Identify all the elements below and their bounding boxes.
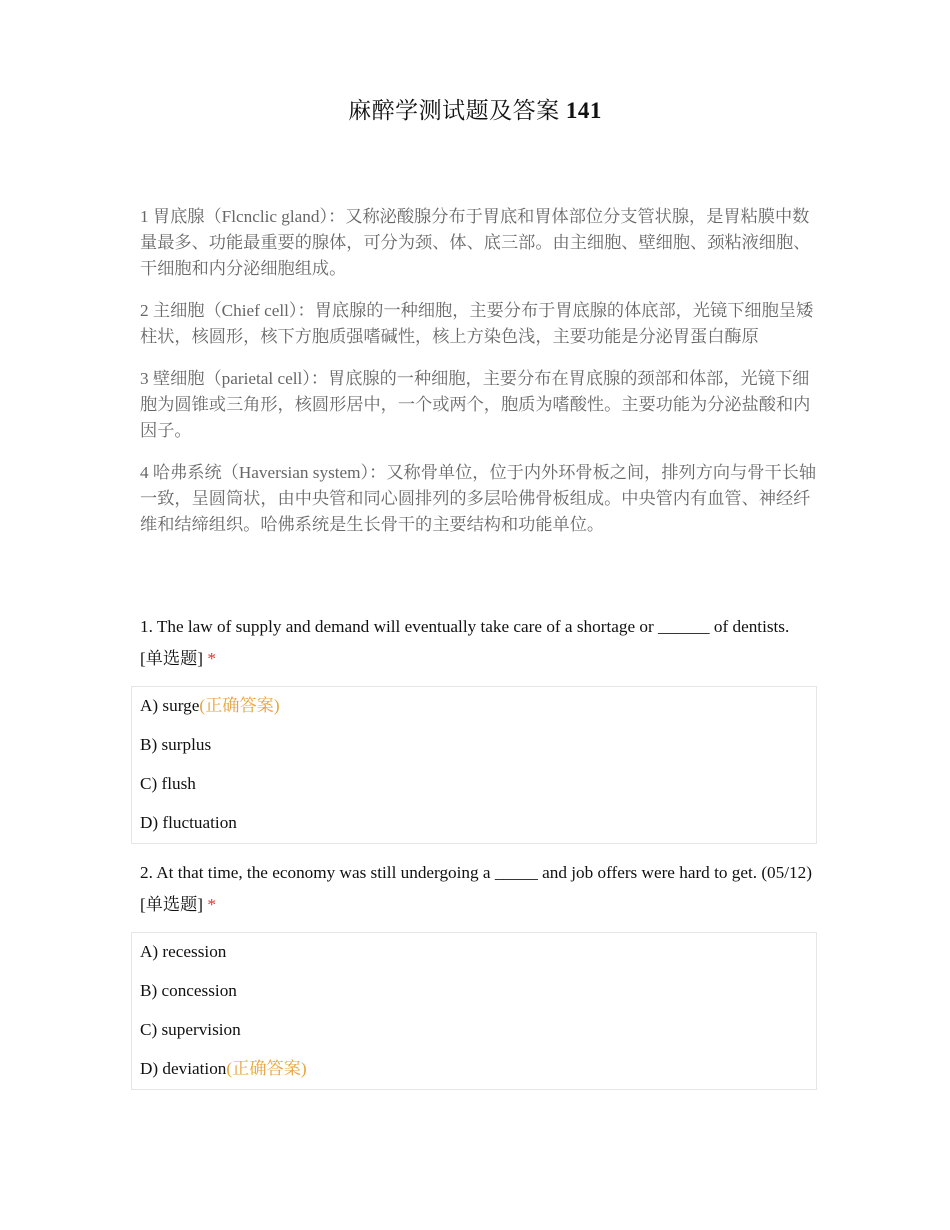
question-2-prompt: 2. At that time, the economy was still undergoing a _____ and job offers were hard to get. (05/12) [单选题] bbox=[140, 863, 812, 914]
intro-paragraph: 4 哈弗系统（Haversian system）：又称骨单位，位于内外环骨板之间，排列方向与骨干长轴一致，呈圆筒状，由中央管和同心圆排列的多层哈佛骨板组成。中央管内有血管、神经纤维和结缔组织。哈佛系统是生长骨干的主要结构和功能单位。 bbox=[140, 463, 817, 534]
question-1-prompt: 1. The law of supply and demand will eventually take care of a shortage or ______ of dentists. [单选题] bbox=[140, 617, 790, 668]
required-mark: * bbox=[207, 649, 216, 668]
question-2-options bbox=[131, 932, 817, 1090]
page-title bbox=[0, 92, 950, 125]
intro-paragraph: 1 胃底腺（Flcnclic gland）：又称泌酸腺分布于胃底和胃体部位分支管状腺，是胃粘膜中数量最多、功能最重要的腺体，可分为颈、体、底三部。由主细胞、壁细胞、颈粘液细胞、干细胞和内分泌细胞组成。 bbox=[140, 207, 811, 278]
option-label: B) surplus bbox=[140, 735, 212, 754]
question-1-option-b[interactable] bbox=[132, 726, 816, 765]
option-label: C) flush bbox=[140, 774, 196, 793]
question-1-option-c[interactable] bbox=[132, 765, 816, 804]
question-2-option-a[interactable] bbox=[132, 933, 816, 972]
option-label: D) deviation bbox=[140, 1059, 227, 1078]
option-label: C) supervision bbox=[140, 1020, 241, 1039]
intro-paragraph: 2 主细胞（Chief cell）：胃底腺的一种细胞，主要分布于胃底腺的体底部，光镜下细胞呈矮柱状，核圆形，核下方胞质强嗜碱性，核上方染色浅，主要功能是分泌胃蛋白酶原 bbox=[140, 301, 814, 346]
option-label: B) concession bbox=[140, 981, 237, 1000]
question-1-option-a[interactable] bbox=[132, 687, 816, 726]
question-2-option-b[interactable] bbox=[132, 972, 816, 1011]
correct-answer-note: (正确答案) bbox=[226, 1059, 307, 1078]
option-label: D) fluctuation bbox=[140, 813, 237, 832]
correct-answer-note: (正确答案) bbox=[199, 696, 280, 715]
question-1-text bbox=[140, 611, 816, 675]
question-2-option-c[interactable] bbox=[132, 1011, 816, 1050]
option-label: A) recession bbox=[140, 942, 227, 961]
intro-paragraph: 3 壁细胞（parietal cell）：胃底腺的一种细胞，主要分布在胃底腺的颈部和体部，光镜下细胞为圆锥或三角形，核圆形居中，一个或两个，胞质为嗜酸性。主要功能为分泌盐酸和内因子。 bbox=[140, 369, 811, 440]
page-title-number: 141 bbox=[565, 98, 602, 123]
question-1-options bbox=[131, 686, 817, 844]
question-1-option-d[interactable] bbox=[132, 804, 816, 843]
intro-section bbox=[140, 204, 816, 554]
question-2-option-d[interactable] bbox=[132, 1050, 816, 1089]
question-2-text bbox=[140, 857, 816, 921]
page-title-text: 麻醉学测试题及答案 bbox=[348, 98, 560, 123]
required-mark: * bbox=[207, 895, 216, 914]
option-label: A) surge bbox=[140, 696, 200, 715]
